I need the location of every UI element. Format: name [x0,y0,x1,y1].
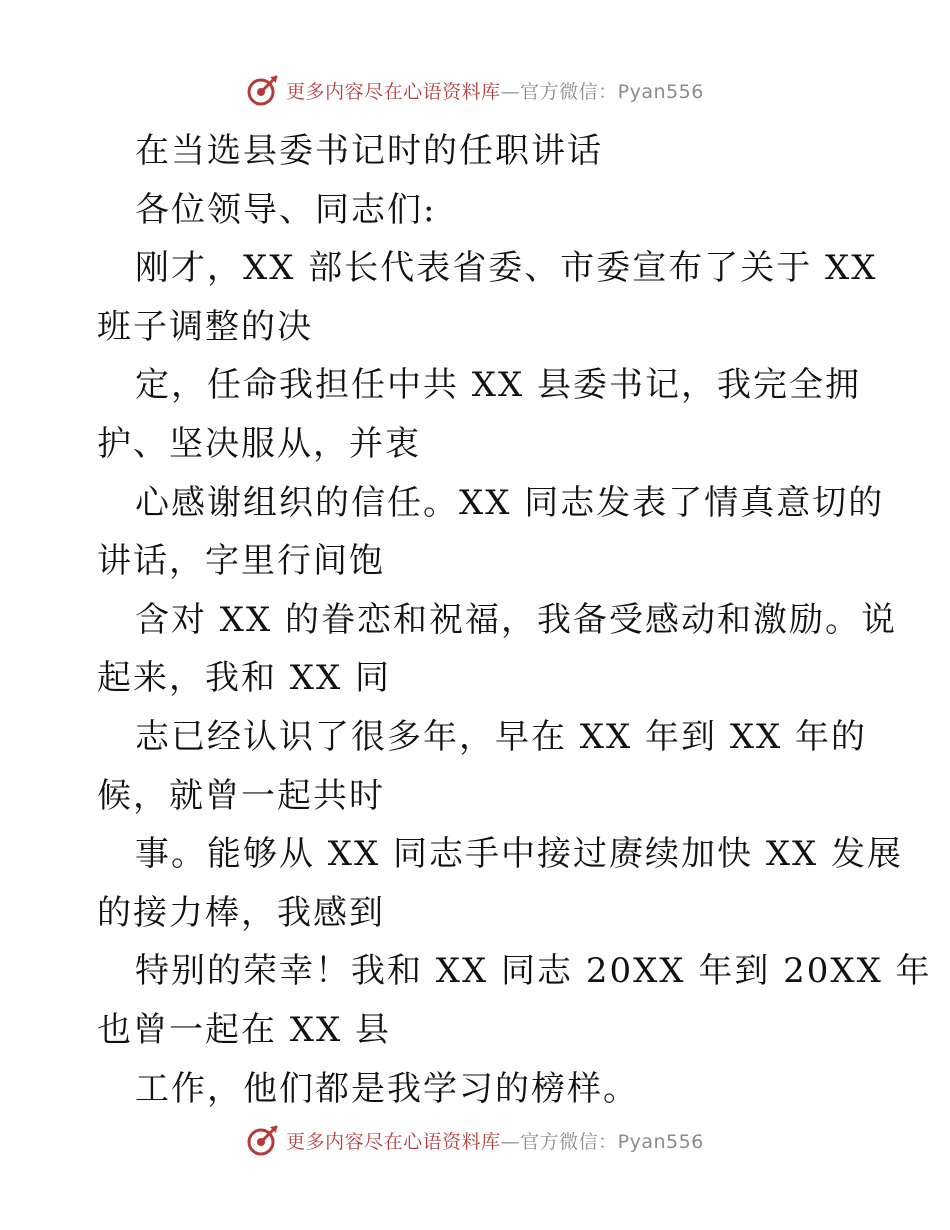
text-line: 定，任命我担任中共 XX 县委书记，我完全拥 [135,365,862,406]
text-line: 起来，我和 XX 同 [97,658,392,699]
pen-circle-icon [246,73,280,107]
footer-watermark [0,1120,950,1160]
watermark-brand: 更多内容尽在心语资料库 [286,80,501,103]
text-line: 工作，他们都是我学习的榜样。 [135,1068,639,1109]
text-line: 的接力棒，我感到 [97,892,385,933]
watermark-dash: — [500,80,521,103]
watermark-brand: 更多内容尽在心语资料库 [286,1130,501,1153]
document-body [97,122,932,1118]
header-watermark [0,70,950,110]
salutation: 各位领导、同志们: [135,189,437,230]
watermark-text [286,1127,704,1154]
watermark-official: 官方微信：Pyan556 [520,80,704,103]
text-line: 心感谢组织的信任。XX 同志发表了情真意切的 [135,482,885,523]
text-line: 也曾一起在 XX 县 [97,1009,392,1050]
text-line: 事。能够从 XX 同志手中接过赓续加快 XX 发展 [135,834,904,875]
text-line: 护、坚决服从，并衷 [97,423,421,464]
watermark-text [286,77,704,104]
watermark-official: 官方微信：Pyan556 [520,1130,704,1153]
text-line: 特别的荣幸！我和 XX 同志 20XX 年到 20XX 年 [135,951,932,992]
pen-circle-icon [246,1123,280,1157]
document-title: 在当选县委书记时的任职讲话 [135,131,603,171]
text-line: 班子调整的决 [97,306,313,347]
text-line: 候，就曾一起共时 [97,775,385,816]
text-line: 含对 XX 的眷恋和祝福，我备受感动和激励。说 [135,599,898,640]
text-line: 讲话，字里行间饱 [97,541,385,582]
watermark-dash: — [500,1130,521,1153]
text-line: 刚才，XX 部长代表省委、市委宣布了关于 XX [135,248,878,289]
text-line: 志已经认识了很多年，早在 XX 年到 XX 年的 [135,716,868,757]
